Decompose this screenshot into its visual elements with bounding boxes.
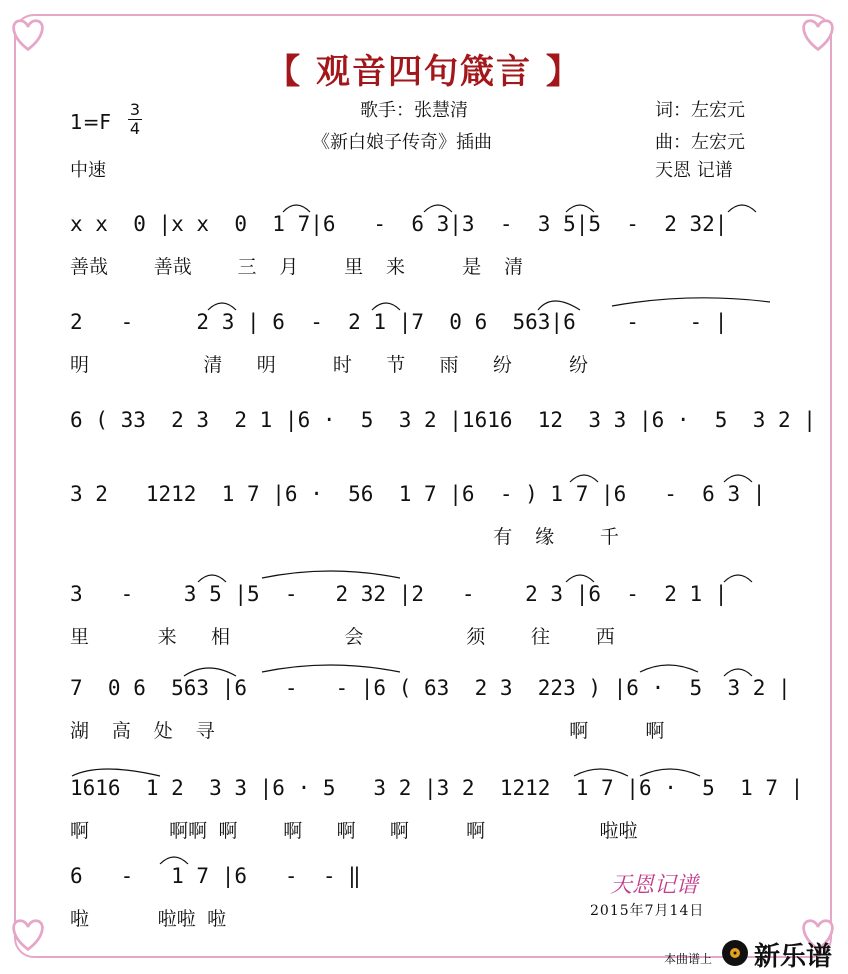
lyrics-line: 有 缘 千 bbox=[70, 526, 619, 548]
lyrics-line: 善哉 善哉 三 月 里 来 是 清 bbox=[70, 256, 524, 278]
notes-line: 6 ( 33 2 3 2 1 |6 · 5 3 2 |1616 12 3 3 |6 · 5 3 2 | bbox=[70, 408, 816, 432]
notes-line: 3 - 3 5 |5 - 2 32 |2 - 2 3 |6 - 2 1 | bbox=[70, 582, 728, 606]
notes-line: 6 - 1 7 |6 - - ‖ bbox=[70, 864, 361, 888]
time-top: 3 bbox=[129, 100, 141, 119]
notes-line: 2 - 2 3 | 6 - 2 1 |7 0 6 563|6 - - | bbox=[70, 310, 728, 334]
lyrics-line: 明 清 明 时 节 雨 纷 纷 bbox=[70, 354, 589, 376]
vinyl-record-icon bbox=[720, 938, 750, 968]
lyrics-line: 里 来 相 会 须 往 西 bbox=[70, 626, 615, 648]
time-bottom: 4 bbox=[129, 119, 141, 138]
lyrics-line: 啦 啦啦 啦 bbox=[70, 908, 227, 930]
lyrics-line: 湖 高 处 寻 啊 啊 bbox=[70, 720, 665, 742]
transcription-date: 2015年7月14日 bbox=[590, 903, 705, 919]
source: 《新白娘子传奇》插曲 bbox=[312, 132, 492, 153]
key-label: 1=F bbox=[70, 110, 111, 134]
transcriber-stamp: 天恩记谱 bbox=[610, 873, 699, 898]
notes-line: 3 2 1212 1 7 |6 · 56 1 7 |6 - ) 1 7 |6 - 6 3 | bbox=[70, 482, 766, 506]
song-title: 【 观音四句箴言 】 bbox=[266, 52, 582, 92]
notes-line: 1616 1 2 3 3 |6 · 5 3 2 |3 2 1212 1 7 |6 · 5 1 7 | bbox=[70, 776, 804, 800]
transcriber: 天恩 记谱 bbox=[655, 160, 733, 181]
composer: 曲：左宏元 bbox=[655, 132, 745, 153]
site-logo[interactable]: 新乐谱 bbox=[754, 942, 833, 972]
lyricist: 词：左宏元 bbox=[655, 100, 745, 121]
notes-line: x x 0 |x x 0 1 7|6 - 6 3|3 - 3 5|5 - 2 32| bbox=[70, 212, 728, 236]
lyrics-line: 啊 啊啊 啊 啊 啊 啊 啊 啦啦 bbox=[70, 820, 638, 842]
tempo: 中速 bbox=[70, 160, 106, 181]
notes-line: 7 0 6 563 |6 - - |6 ( 63 2 3 223 ) |6 · 5 3 2 | bbox=[70, 676, 791, 700]
footer-caption: 本曲谱上 bbox=[664, 952, 713, 966]
singer: 歌手：张慧清 bbox=[360, 100, 468, 121]
